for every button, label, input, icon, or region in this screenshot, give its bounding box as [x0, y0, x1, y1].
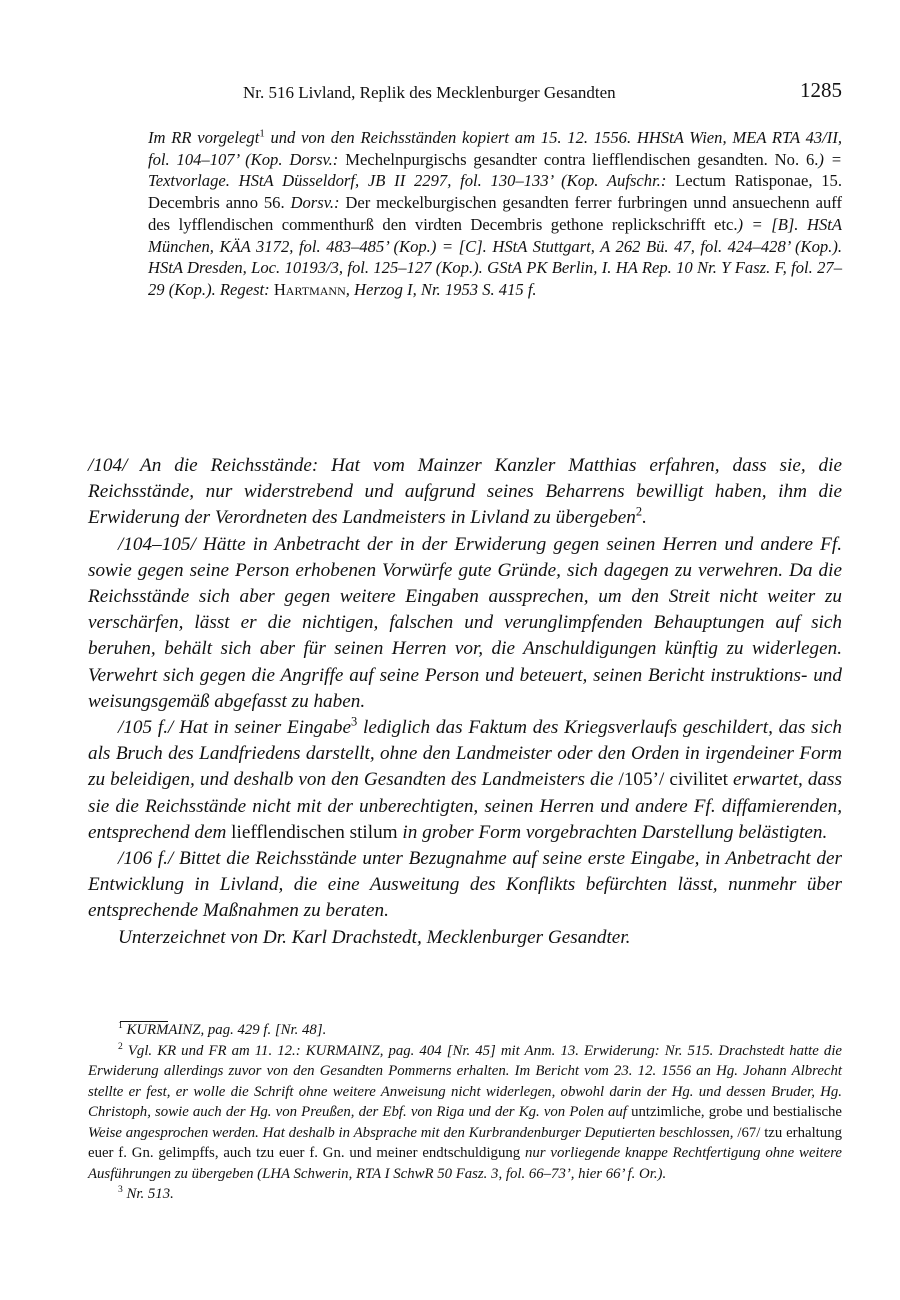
paragraph [88, 925, 842, 951]
text-segment: Lectum Ratisponae, 15. Decembris anno 56. [148, 171, 842, 213]
text-segment: /105’/ civilitet [618, 769, 728, 791]
text-segment: Mechelnpurgischs gesandter contra liefflendischen gesandten. No. 6. [345, 149, 819, 169]
footnote-marker: 2 [118, 1040, 123, 1052]
text-segment: /104/ An die Reichsstände: Hat vom Mainzer Kanzler Matthias erfahren, dass sie, die Reichsstände, nur widerstrebend und aufgrund seines Beharrens bewilligt haben, ihm die Erwiderung der Verordneten des Landmeisters in Livland zu übergeben [88, 455, 842, 529]
text-segment: Im RR vorgelegt [148, 128, 260, 147]
text-segment: ) = [B]. HStA München, KÄA 3172, fol. 483–485’ (Kop.) = [C]. HStA Stuttgart, A 262 Bü. 47, fol. 424–428’ (Kop.). HStA Dresden, Loc. 10193/3, fol. 125–127 (Kop.). GStA PK Berlin, I. HA Rep. 10 Nr. Y Fasz. F, fol. 27–29 (Kop.). Regest: [148, 214, 842, 299]
footnotes [88, 1020, 842, 1205]
text-segment: lediglich das Faktum des Kriegsverlaufs geschildert, das sich als Bruch des Landfriedens darstellt, ohne den Landmeister oder den Orden in irgendeiner Form zu beleidigen, und deshalb von den Gesandten des Landmeisters die [88, 717, 842, 791]
text-segment: erwartet, dass sie die Reichsstände nicht mit der unberechtigten, seinen Herren und andere Ff. diffamierenden, entsprechend dem [88, 769, 842, 843]
main-text [88, 453, 842, 951]
text-segment: Hartmann [273, 279, 346, 299]
text-segment: nur vorliegende knappe Rechtfertigung ohne weitere Ausführungen zu übergeben (LHA Schwerin, RTA I SchwR 50 Fasz. 3, fol. 66–73’, hier 66’ f. Or.). [88, 1145, 842, 1182]
paragraph [88, 846, 842, 925]
text-segment: untzimliche, grobe und bestialische [631, 1104, 842, 1120]
page-number: 1285 [800, 78, 842, 102]
text-segment: KURMAINZ, pag. 429 f. [Nr. 48]. [122, 1022, 327, 1038]
text-segment: Der meckelburgischen gesandten ferrer furbringen unnd ansuechenn auff des lyfflendischen commenthurß den virdten Decembris gethone replickschrifft etc. [148, 193, 842, 234]
text-segment: liefflendischen stilum [231, 821, 398, 843]
paragraph [88, 532, 842, 715]
source-note [148, 127, 842, 301]
text-segment: , Herzog I, Nr. 1953 S. 415 f. [345, 279, 537, 299]
text-segment: Weise angesprochen werden. Hat deshalb in Absprache mit den Kurbrandenburger Deputierten beschlossen, [88, 1124, 738, 1141]
footnote [88, 1041, 842, 1185]
text-segment: /106 f./ Bittet die Reichsstände unter Bezugnahme auf seine erste Eingabe, in Anbetracht der Entwicklung in Livland, die eine Ausweitung des Konflikts befürchten lässt, nunmehr über entsprechende Maßnahmen zu beraten. [88, 848, 842, 922]
running-title: Nr. 516 Livland, Replik des Mecklenburger Gesandten [243, 83, 616, 102]
footnote-marker: 1 [118, 1020, 123, 1032]
text-segment: in grober Form vorgebrachten Darstellung belästigten. [397, 821, 828, 843]
footnote-marker: 2 [635, 505, 643, 520]
footnote-marker: 3 [350, 714, 358, 729]
paragraph [88, 715, 842, 846]
text-segment: HHStA Wien, MEA RTA 43/II, fol. 104–107’ (Kop. Dorsv.: [148, 128, 842, 169]
text-segment: /105 f./ Hat in seiner Eingabe [118, 717, 351, 739]
text-segment: /67/ tzu erhaltung euer f. Gn. gelimpffs, auch tzu euer f. Gn. und meiner endtschuldigung [88, 1124, 842, 1161]
text-segment: . [642, 507, 647, 529]
text-segment: ) = Textvorlage. HStA Düsseldorf, JB II 2297, fol. 130–133’ (Kop. Aufschr.: [148, 149, 843, 191]
paragraph [88, 453, 842, 532]
footnote [88, 1184, 842, 1205]
footnote-marker: 1 [259, 127, 265, 140]
running-header [88, 78, 842, 108]
text-segment: /104–105/ Hätte in Anbetracht der in der Erwiderung gegen seinen Herren und andere Ff. sowie gegen seine Person erhobenen Vorwürfe gute Gründe, sich dagegen zu verwehren. Da die Reichsstände sich aber gegen weitere Eingaben aussprechen, um den Streit nicht weiter zu verschärfen, lässt er die nichtigen, falschen und verunglimpfenden Behauptungen auf sich beruhen, behält sich aber für seinen Herren vor, die Anschuldigungen künftig zu widerlegen. Verwehrt sich gegen die Angriffe auf seine Person und beteuert, seinen Bericht instruktions- und weisungsgemäß abgefasst zu haben. [88, 533, 842, 712]
text-segment: Nr. 513. [122, 1186, 174, 1202]
footnote-marker: 3 [118, 1184, 123, 1196]
footnote [88, 1020, 842, 1041]
text-segment: Dorsv.: [290, 193, 346, 213]
text-segment: und von den Reichsständen kopiert am 15. 12. 1556. [264, 128, 637, 147]
text-segment: Vgl. KR und FR am 11. 12.: KURMAINZ, pag. 404 [Nr. 45] mit Anm. 13. Erwiderung: Nr. 515. Drachstedt hatte die Erwiderung allerdings zuvor von den Gesandten Pommerns erhalten. Im Bericht vom 23. 12. 1556 an Hg. Johann Albrecht stellte er fest, er wolle die Schrift ohne weitere Anweisung nicht widerlegen, obwohl darin der Hg. und dessen Bruder, Hg. Christoph, sowie auch der Hg. von Preußen, der Ebf. von Riga und der Kg. von Polen auf [88, 1042, 842, 1120]
text-segment: Unterzeichnet von Dr. Karl Drachstedt, Mecklenburger Gesandter. [118, 926, 631, 948]
